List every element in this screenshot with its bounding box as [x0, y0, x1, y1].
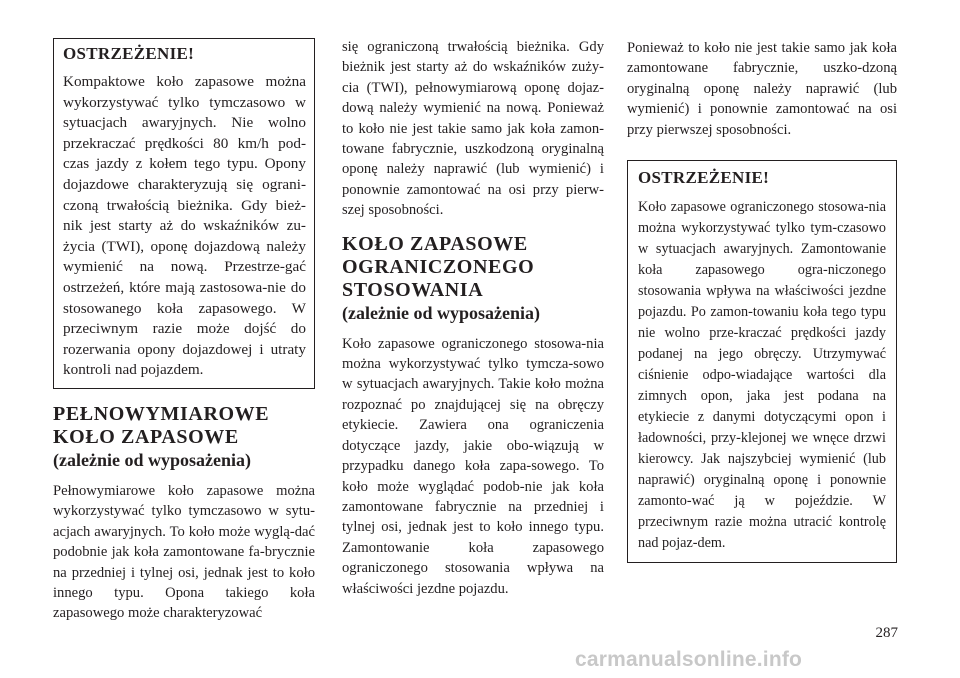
- body-paragraph-continued: Ponieważ to koło nie jest takie samo jak koła zamontowane fabrycznie, uszko-dzoną oryginalną oponę należy naprawić (lub wymienić) i ponownie zamontować na osi przy pierwszej sposobności.: [627, 40, 897, 138]
- warning-text: Koło zapasowe ograniczonego stosowa-nia można wykorzystywać tylko tym-czasowo w sytuacjach awaryjnych. Zamontowanie koła zapasowego ogra-niczonego stosowania wpływa na właściwości jezdne pojazdu. Po zamon-towaniu koła tego typu nie wolno prze-kraczać prędkości jazdy podanej na jego obręczy. Utrzymywać ciśnienie odpo-wiadające wartości dla zimnych opon, jaka jest podana na etykiecie z danymi dotyczącymi opon i ładowności, przy-klejonej we wnęce drzwi kierowcy. Jak najszybciej wymienić (lub naprawić) oryginalną oponę i ponownie zamonto-wać ją w pojeździe. W przeciwnym razie można utracić kontrolę nad pojaz-dem.: [638, 199, 886, 552]
- section-heading-limited-use-spare: [342, 233, 604, 302]
- body-paragraph-continued: się ograniczoną trwałością bieżnika. Gdy bieżnik jest starty aż do wskaźników zuży-cia (TWI), pełnowymiarową oponę dojaz-dową należy wymienić na nową. Ponieważ to koło nie jest takie samo jak koła zamon-towane fabrycznie, uszkodzoną oryginalną oponę należy naprawić (lub wymienić) i ponownie zamontować na osi przy pierw-szej sposobności.: [342, 39, 604, 219]
- warning-text: Kompaktowe koło zapasowe można wykorzystywać tylko tymczasowo w sytuacjach awaryjnych. Nie wolno przekraczać prędkości 80 km/h pod-czas jazdy z kołem tego typu. Opony dojazdowe charakteryzują się ograni-czoną trwałością bieżnika. Gdy bież-nik jest starty aż do wskaźników zu-życia (TWI), oponę dojazdową należy wymienić na nową. Przestrze-gać ostrzeżeń, które mają zastosowa-nie do stosowanego koła zapasowego. W przeciwnym razie może dojść do rozerwania opony dojazdowej i utraty kontroli nad pojazdem.: [63, 73, 306, 379]
- body-paragraph: Koło zapasowe ograniczonego stosowa-nia można wykorzystywać tylko tymcza-sowo w sytuacjach awaryjnych. Takie koło można rozpoznać po znajdującej się na obręczy etykiecie. Zawiera ona ograniczenia dotyczące jazdy, jakie obo-wiązują w przypadku danego koła zapa-sowego. To koło może wyglądać podob-nie jak koła zamontowane fabrycznie na przedniej i tylnej osi, jednak jest to koło innego typu. Zamontowanie koła zapasowego ograniczonego stosowania wpływa na właściwości jezdne pojazdu.: [342, 335, 604, 597]
- body-paragraph: Pełnowymiarowe koło zapasowe można wykorzystywać tylko tymczasowo w sytu-acjach awaryjnych. To koło może wyglą-dać podobnie jak koła zamontowane fa-brycznie na przedniej i tylnej osi, jednak jest to koło innego typu. Opona takiego koła zapasowego może charakteryzować: [53, 482, 315, 622]
- heading-line: STOSOWANIA: [342, 278, 484, 301]
- heading-line: KOŁO ZAPASOWE: [342, 232, 528, 255]
- warning-box-limited-use-spare: [627, 160, 897, 563]
- heading-line: KOŁO ZAPASOWE: [53, 425, 239, 448]
- heading-line: OGRANICZONEGO: [342, 255, 535, 278]
- column-middle: [342, 38, 604, 599]
- warning-box-compact-spare: [53, 38, 315, 389]
- column-left: [53, 38, 315, 624]
- watermark: carmanualsonline.info: [575, 648, 803, 671]
- warning-title: OSTRZEŻENIE!: [638, 168, 770, 188]
- section-heading-full-size-spare: [53, 403, 315, 449]
- column-right: [627, 38, 897, 563]
- warning-title: OSTRZEŻENIE!: [63, 44, 195, 63]
- section-subheading: (zależnie od wyposażenia): [342, 302, 540, 323]
- heading-line: PEŁNOWYMIAROWE: [53, 402, 270, 425]
- page-number: 287: [875, 625, 898, 641]
- section-subheading: (zależnie od wyposażenia): [53, 449, 251, 470]
